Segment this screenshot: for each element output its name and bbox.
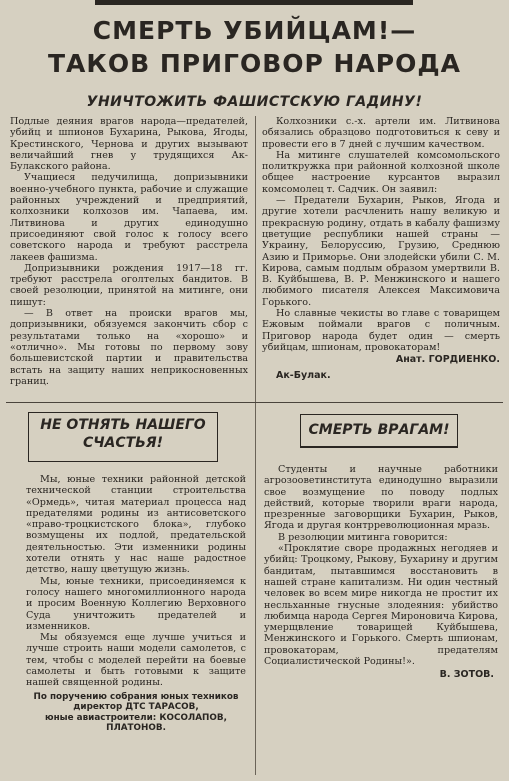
left-paragraph-1: Мы, юные техники районной детской технической станции строительства «Ормедь», читая материал процесса над предателями родины из антисоветского «право-троцкистского блока», глубоко возмущены их подлой, предательской деятельностью. Эти изменники родины хотели отнять у нас наше радостное детство, нашу цветущую жизнь. <box>26 474 246 576</box>
left-footer <box>26 692 246 734</box>
left-paragraph-2: Мы, юные техники, присоединяемся к голосу нашего многомиллионного народа и просим Военную Коллегию Верховного Суда уничтожить предателей и изменников. <box>26 575 246 632</box>
right-paragraph-3: «Проклятие своре продажных негодяев и убийц: Троцкому, Рыкову, Бухарину и другим бандитам, пытавшимся восстановить в нашей стране капитализм. Ни один честный человек во всем мире никогда не простит их несльханные гнусные злодеяния: убийство любимца народа Сергея Мироновича Кирова, умерщвление товарищей Куйбышева, Менжинского и Горького. Смерть шпионам, провокаторам, предателям Социалистической Родины!». <box>264 543 498 668</box>
main-paragraph-6: На митинге слушателей комсомольского политкружка при районной колхозной школе общее настроение курсантов выразил комсомолец т. Садчик. Он заявил: <box>262 149 500 195</box>
main-signature-row <box>262 354 500 365</box>
left-footer-line-2: юные авиастроители: КОСОЛАПОВ, <box>45 712 227 723</box>
left-footer-line-3: ПЛАТОНОВ. <box>106 723 166 734</box>
left-article-title <box>28 412 218 462</box>
column-divider-bottom <box>255 405 256 775</box>
left-title-line-2: СЧАСТЬЯ! <box>82 435 164 451</box>
main-paragraph-5: Колхозники с.-х. артели им. Литвинова обязались образцово подготовиться к севу и провести его в 7 дней с лучшим качеством. <box>262 116 500 150</box>
main-paragraph-4: — В ответ на происки врагов мы, допризывники, обязуемся закончить сбор с результатами только на «хорошо» и «отлично». Мы готовы по первому зову большевистской партии и правительства встать на защиту наших неприкосновенных границ. <box>10 308 248 387</box>
top-rule <box>95 0 413 5</box>
left-paragraph-3: Мы обязуемся еще лучше учиться и лучше строить наши модели самолетов, с тем, чтобы с моделей перейти на боевые самолеты и быть готовыми к защите нашей священной родины. <box>26 632 246 689</box>
main-paragraph-8: Но славные чекисты во главе с товарищем Ежовым поймали врагов с поличным. Приговор народа будет один — смерть убийцам, шпионам, провокаторам! <box>262 308 500 353</box>
left-article-body <box>26 474 246 734</box>
right-paragraph-2: В резолюции митинга говорится: <box>278 531 448 543</box>
column-divider-top <box>255 116 256 406</box>
main-article-left-column <box>10 116 248 387</box>
left-footer-line-1: По поручению собрания юных техников директор ДТС ТАРАСОВ, <box>33 691 239 713</box>
right-article-body <box>264 464 498 681</box>
headline-line-1: СМЕРТЬ УБИЙЦАМ!— <box>92 16 417 45</box>
section-divider <box>6 402 503 403</box>
main-paragraph-7: — Предатели Бухарин, Рыков, Ягода и другие хотели расчленить нашу великую и прекрасную родину, отдать в кабалу фашизму цветущие республики нашей страны — Украину, Белоруссию, Грузию, Среднюю Азию и Приморье. Они злодейски убили С. М. Кирова, самым подлым образом умертвили В. В. Куйбышева, В. Р. Менжинского и нашего любимого писателя Алексея Максимовича Горького. <box>262 195 500 308</box>
main-place: Ак-Булак. <box>276 369 331 381</box>
right-article-title: СМЕРТЬ ВРАГАМ! <box>300 414 458 448</box>
main-signature: Анат. ГОРДИЕНКО. <box>395 354 500 366</box>
subheadline: УНИЧТОЖИТЬ ФАШИСТСКУЮ ГАДИНУ! <box>86 94 423 110</box>
headline-line-2: ТАКОВ ПРИГОВОР НАРОДА <box>48 49 461 78</box>
right-signature: В. ЗОТОВ. <box>439 669 494 681</box>
main-article-right-column <box>262 116 500 381</box>
main-paragraph-1: Подлые деяния врагов народа—предателей, убийц и шпионов Бухарина, Рыкова, Ягоды, Крестинского, Чернова и других вызывают величайший гнев у трудящихся Ак-Булакского района. <box>10 116 248 173</box>
left-title-line-1: НЕ ОТНЯТЬ НАШЕГО <box>40 417 206 433</box>
right-paragraph-1: Студенты и научные работники агрозооветинститута единодушно выразили свое возмущение по поводу подлых действий, которые творили враги народа, презренные заговорщики Бухарин, Рыков, Ягода и другая контрреволюционная мразь. <box>264 464 498 532</box>
main-paragraph-2: Учащиеся педучилища, допризывники военно-учебного пункта, рабочие и служащие районных учреждений и предприятий, колхозники колхозов им. Чапаева, им. Литвинова и других единодушно присоединяют свой голос к голосу всего советского народа и требуют расстрела лакеев фашизма. <box>10 172 248 263</box>
main-paragraph-3: Допризывники рождения 1917—18 гг. требуют расстрела оголтелых бандитов. В своей резолюции, принятой на митинге, они пишут: <box>10 262 248 308</box>
